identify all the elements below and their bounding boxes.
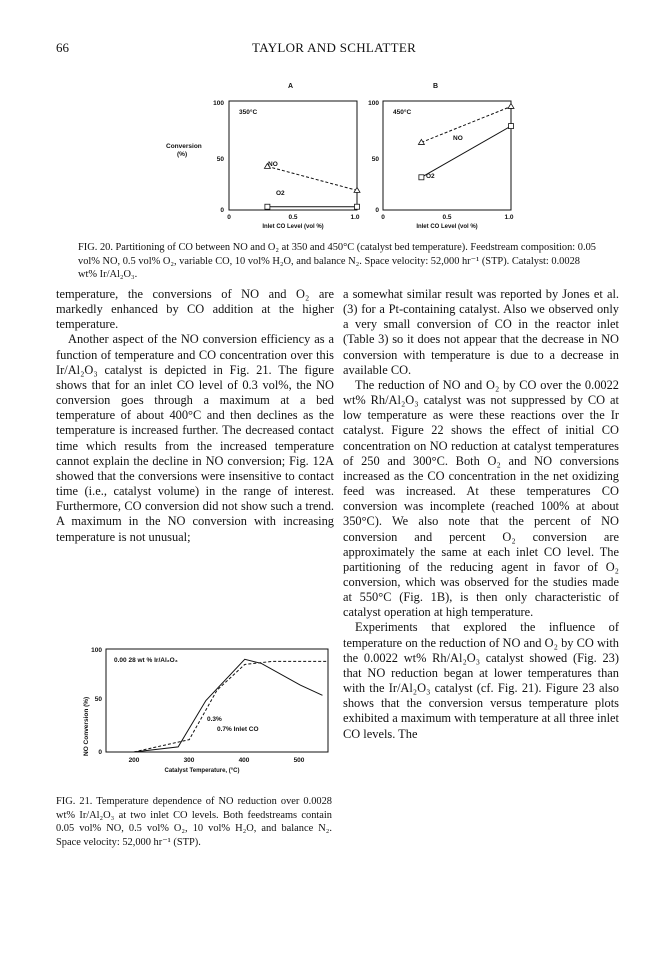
fig20b-plot-frame xyxy=(383,101,511,210)
figure-20 xyxy=(150,78,530,238)
right-paragraph-2: The reduction of NO and O₂ by CO over the 0.0022 wt% Rh/Al₂O₃ catalyst was not suppressed by CO at low temperature as were these reactions over the Ir catalyst. Figure 22 shows the effect of initial CO concentration on NO reduction at catalyst temperatures of 250 and 300°C. Both O₂ and NO conversions increased as the CO concentration in the net oxidizing feed was increased. At these temperatures CO conversion was incomplete (reached 100% at about 350°C). We also note that the percent of NO conversion and percent O₂ conversion are approximately the same at each inlet CO level. The partitioning of the reducing agent in favor of O₂ conversion, which was observed for the studies made at 550°C (Fig. 1B), is then only characteristic of catalyst operation at high temperature. xyxy=(343,377,619,620)
panel-b-label: B xyxy=(433,83,439,90)
fig21-label-07: 0.7% Inlet CO xyxy=(217,726,259,733)
fig21-series-0-7-inlet-co-line xyxy=(134,661,328,752)
fig20a-no-label: NO xyxy=(268,161,278,168)
fig20a-xtick-1: 1.0 xyxy=(350,214,360,221)
fig20a-point-o2-0 xyxy=(265,204,270,209)
fig20b-point-o2-1 xyxy=(509,124,514,129)
fig20a-xtick-05: 0.5 xyxy=(288,214,298,221)
left-paragraph-2: Another aspect of the NO conversion efficiency as a function of temperature and CO concentration over this Ir/Al₂O₃ catalyst is depicted in Fig. 21. The figure shows that for an inlet CO level of 0.3 vol%, the NO conversion goes through a maximum at a bed temperature of about 400°C and then declines as the temperature is increased further. The decreased contact time which results from the increased temperature cannot explain the decline in NO conversion; Fig. 12A showed that the conversions were insensitive to contact time (i.e., catalyst volume) in the range of interest. Furthermore, CO conversion did not show such a trend. A maximum in the NO conversion with increasing temperature is not unusual; xyxy=(56,332,334,544)
fig20b-point-o2-0 xyxy=(419,175,424,180)
right-paragraph-3: Experiments that explored the influence of temperature on the reduction of NO and O₂ by CO with the 0.0022 wt% Rh/Al₂O₃ catalyst showed (Fig. 23) that NO reduction began at lower temperatures than with the Ir/Al₂O₃ catalyst (cf. Fig. 21). Figure 23 also shows that the conversion versus temperature plots exhibited a maximum with temperature at all three inlet CO levels. The xyxy=(343,620,619,741)
fig20b-no-label: NO xyxy=(453,135,463,142)
figure-21 xyxy=(74,644,332,792)
fig21-annotation: 0.00 28 wt % Ir/Al₂O₃ xyxy=(114,657,178,664)
fig20a-ytick-100: 100 xyxy=(213,100,224,107)
panel-a-label: A xyxy=(288,83,294,90)
left-column xyxy=(56,287,334,545)
fig20a-series-no-line xyxy=(267,166,357,190)
fig21-plot-frame xyxy=(106,649,328,752)
fig20b-ytick-50: 50 xyxy=(371,156,379,163)
fig20b-x-title: Inlet CO Level (vol %) xyxy=(416,224,478,230)
fig21-xtick-300: 300 xyxy=(183,757,195,764)
fig20a-x-title: Inlet CO Level (vol %) xyxy=(262,224,324,230)
fig20-y-title-2: (%) xyxy=(177,151,188,158)
fig21-xtick-200: 200 xyxy=(128,757,140,764)
fig20b-xtick-05: 0.5 xyxy=(442,214,452,221)
left-paragraph-1: temperature, the conversions of NO and O₂ are markedly enhanced by CO addition at the higher temperature. xyxy=(56,287,334,332)
fig20a-temp: 350°C xyxy=(239,109,258,116)
fig20b-series-o2-line xyxy=(421,126,511,177)
page-number: 66 xyxy=(56,40,69,55)
fig21-xtick-500: 500 xyxy=(293,757,305,764)
fig20b-temp: 450°C xyxy=(393,109,412,116)
fig20a-plot-frame xyxy=(229,101,357,210)
fig20b-ytick-100: 100 xyxy=(368,100,379,107)
fig20a-o2-label: O2 xyxy=(276,190,285,197)
fig21-label-03: 0.3% xyxy=(207,716,222,723)
running-title: TAYLOR AND SCHLATTER xyxy=(252,40,417,55)
fig20a-ytick-50: 50 xyxy=(216,156,224,163)
fig20a-point-o2-1 xyxy=(355,204,360,209)
fig21-series xyxy=(134,659,328,752)
fig21-x-title: Catalyst Temperature, (°C) xyxy=(164,768,240,774)
right-paragraph-1: a somewhat similar result was reported by Jones et al. (3) for a Pt-containing catalyst. Also we observed only a very small conversion of CO in the reactor inlet (Table 3) so it does not appear that the decrease in NO conversion with temperature is due to a decrease in available CO. xyxy=(343,287,619,377)
fig20b-series xyxy=(418,103,514,179)
fig20b-o2-label: O2 xyxy=(426,173,435,180)
fig21-xtick-400: 400 xyxy=(238,757,250,764)
fig20b-xtick-1: 1.0 xyxy=(504,214,514,221)
figure-21-caption: FIG. 21. Temperature dependence of NO reduction over 0.0028 wt% Ir/Al₂O₃ at two inlet CO levels. Both feedstreams contain 0.05 vol% NO, 0.5 vol% O₂, 10 vol% H₂O, and balance N₂. Space velocity: 52,000 hr⁻¹ (STP). xyxy=(56,796,332,848)
fig21-ytick-50: 50 xyxy=(94,696,102,703)
fig21-ytick-0: 0 xyxy=(98,749,102,756)
figure-20-caption: FIG. 20. Partitioning of CO between NO and O₂ at 350 and 450°C (catalyst bed temperature). Feedstream composition: 0.05 vol% NO, 0.5 vol% O₂, variable CO, 10 vol% H₂O, and balance N₂. Space velocity: 52,000 hr⁻¹ (STP). Catalyst: 0.0028 wt% Ir/Al₂O₃. xyxy=(78,242,596,281)
fig20a-xtick-0: 0 xyxy=(227,214,231,221)
fig20a-series xyxy=(264,163,360,209)
fig21-series-0-3-line xyxy=(134,659,323,752)
right-column xyxy=(343,287,619,742)
fig20a-ytick-0: 0 xyxy=(220,207,224,214)
fig20-y-title-1: Conversion xyxy=(166,143,202,150)
fig21-y-title: NO Conversion (%) xyxy=(83,696,90,756)
fig20b-xtick-0: 0 xyxy=(381,214,385,221)
fig21-ytick-100: 100 xyxy=(91,647,102,654)
fig20b-ytick-0: 0 xyxy=(375,207,379,214)
fig20b-point-no-1 xyxy=(508,103,514,108)
fig20b-series-no-line xyxy=(421,106,511,142)
